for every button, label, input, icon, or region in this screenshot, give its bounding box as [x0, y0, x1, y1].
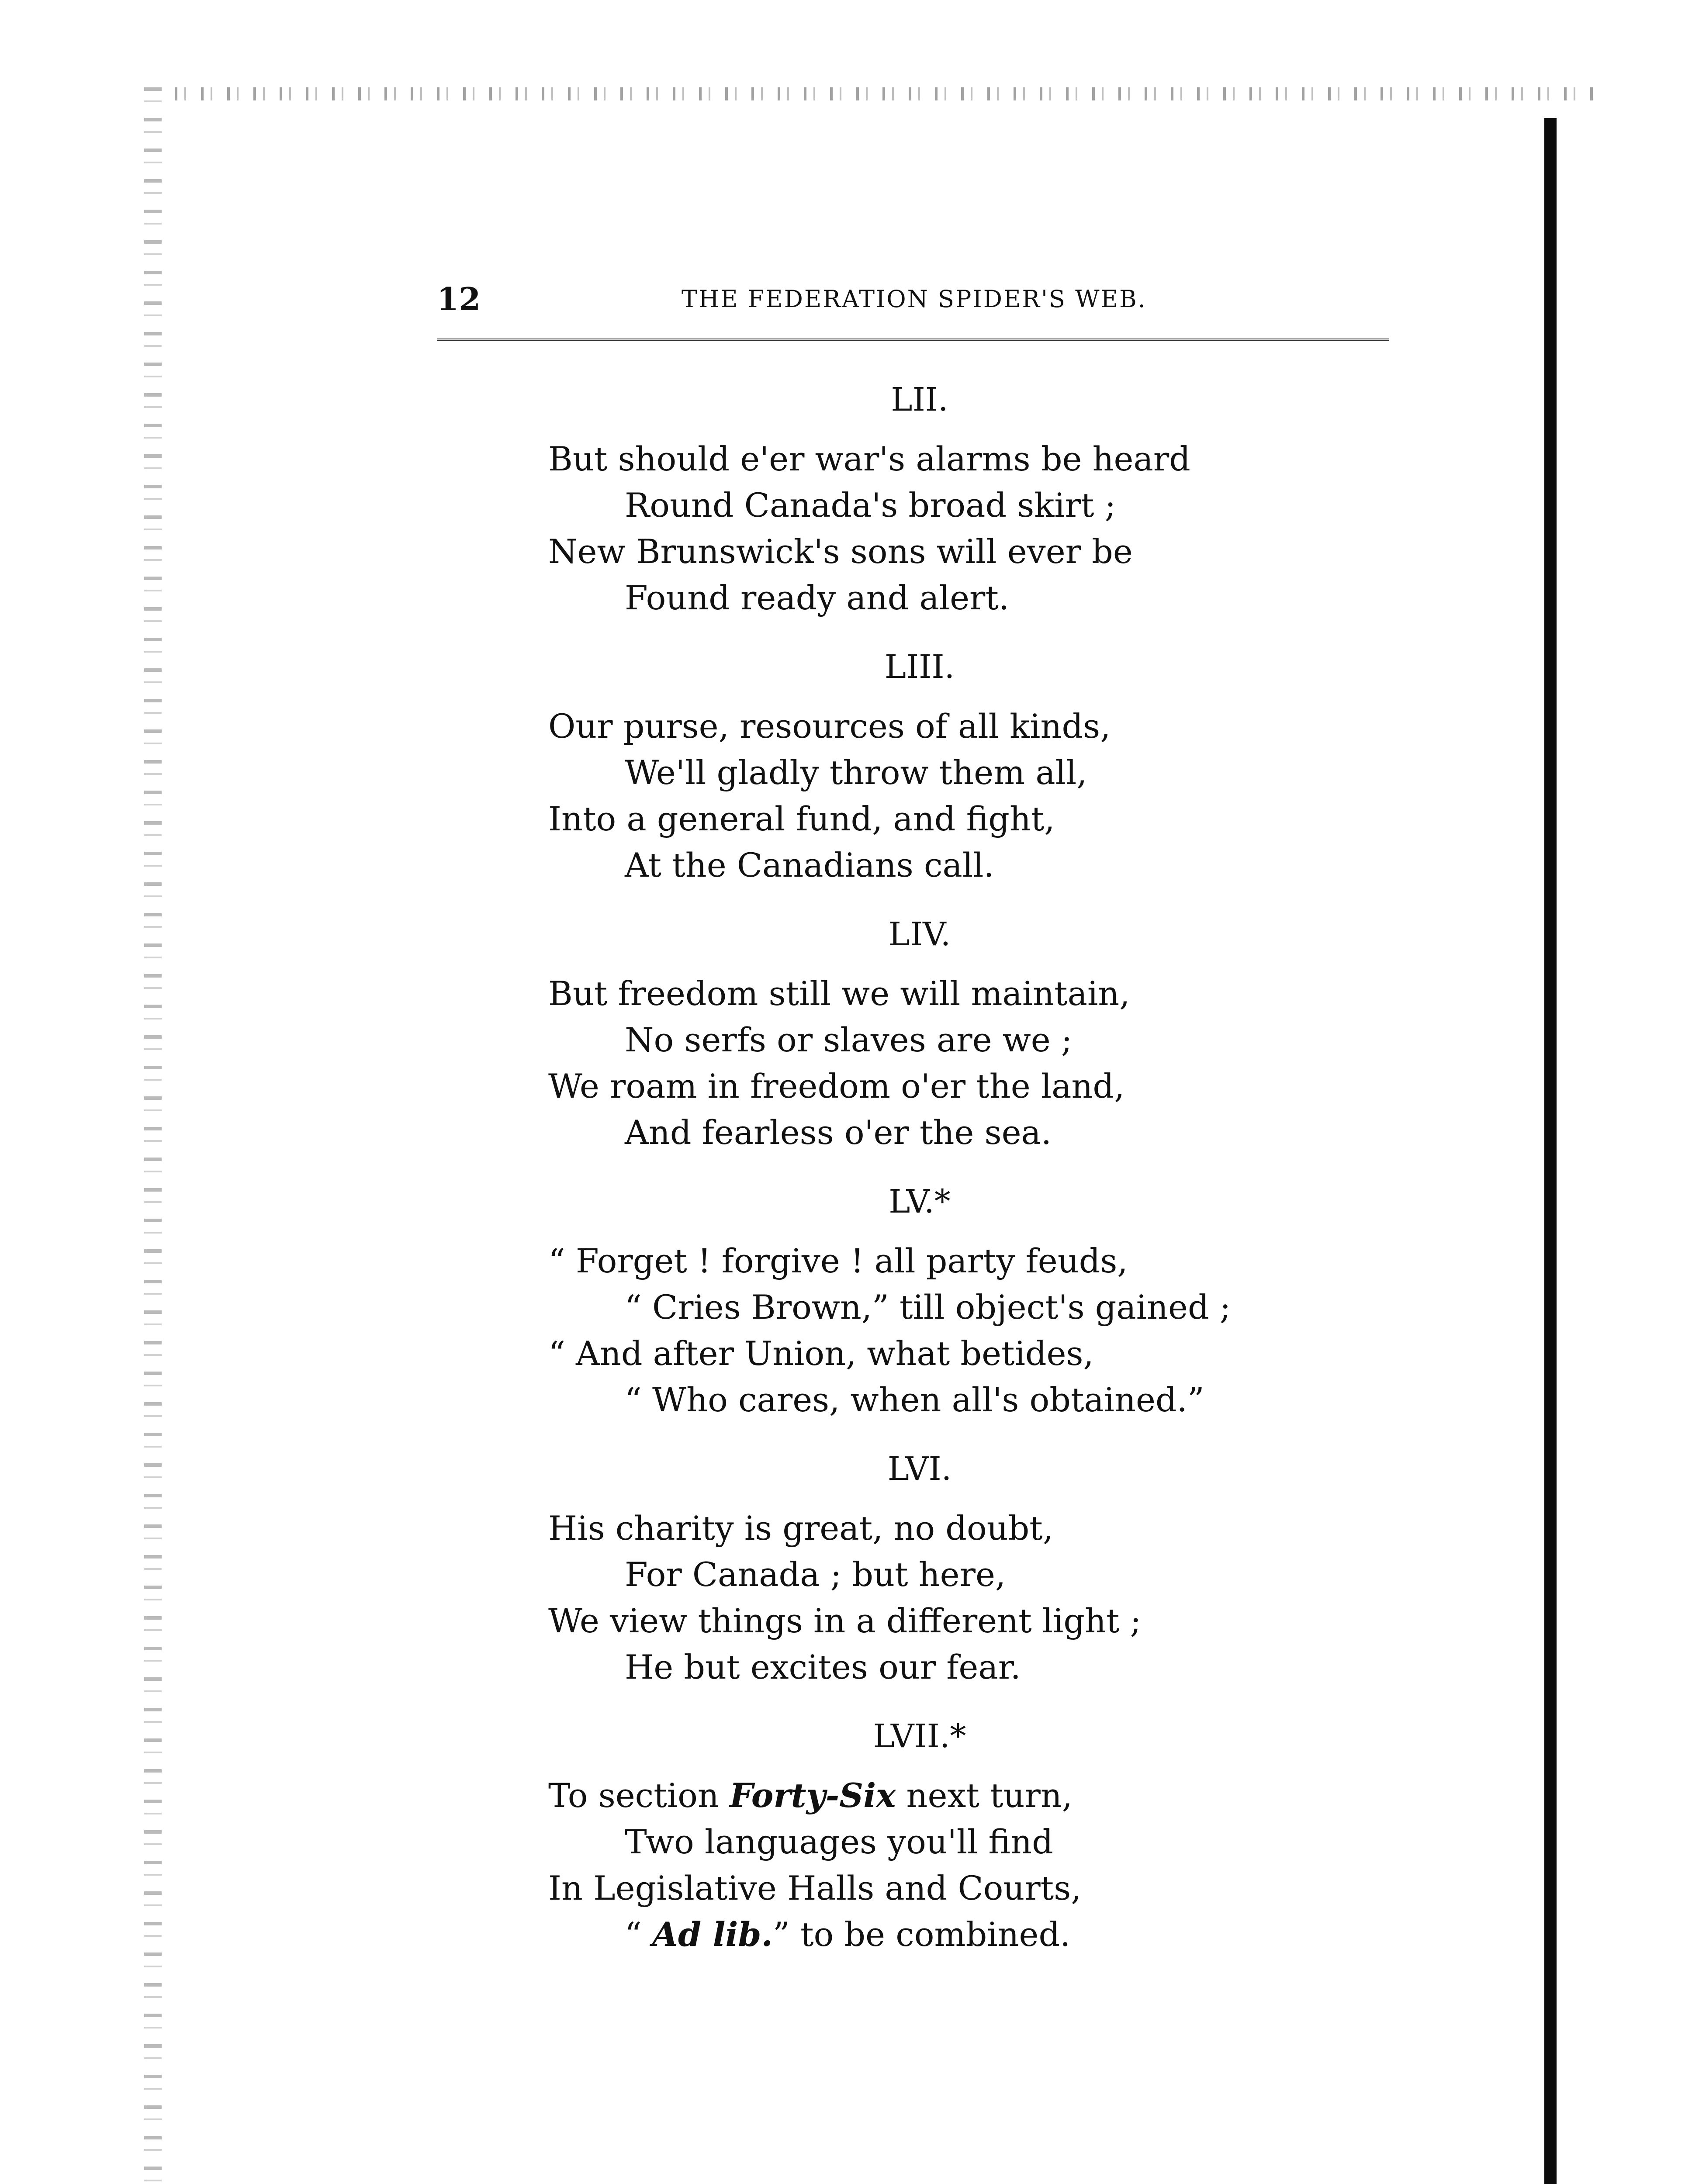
stanza-lvi [548, 1445, 1291, 1690]
verse-emphasis: Ad lib. [652, 1915, 773, 1954]
verse-line [548, 1773, 1291, 1819]
verse-line: And fearless o'er the sea. [625, 1113, 1052, 1152]
stanza-number: LIII. [884, 648, 955, 686]
verse-line: No serfs or slaves are we ; [625, 1020, 1073, 1059]
binding-spine [1544, 118, 1557, 2184]
verse-line: “ Cries Brown,” till object's gained ; [625, 1288, 1231, 1327]
stanza-liv [548, 910, 1291, 1156]
poem [548, 376, 1291, 1980]
verse-line: We'll gladly throw them all, [625, 753, 1087, 792]
verse-text: next turn, [896, 1776, 1073, 1815]
verse-line: We roam in freedom o'er the land, [548, 1067, 1125, 1106]
verse-line: He but excites our fear. [625, 1648, 1021, 1686]
stanza-liii [548, 643, 1291, 888]
page-header [437, 275, 1398, 323]
verse-line: “ Who cares, when all's obtained.” [625, 1380, 1204, 1419]
verse-line: At the Canadians call. [625, 846, 994, 885]
verse-line: But should e'er war's alarms be heard [548, 439, 1190, 478]
header-rule [437, 339, 1389, 341]
verse-line: For Canada ; but here, [625, 1555, 1006, 1594]
stanza-lvii [548, 1712, 1291, 1958]
verse-line: His charity is great, no doubt, [548, 1509, 1053, 1548]
verse-line: Into a general fund, and fight, [548, 799, 1055, 838]
verse-line: “ Forget ! forgive ! all party feuds, [548, 1241, 1128, 1280]
stanza-number: LII. [891, 381, 948, 418]
verse-text: “ [625, 1915, 653, 1954]
verse-line [548, 1911, 1291, 1958]
stanza-number: LIV. [888, 916, 951, 953]
stanza-lii [548, 376, 1291, 621]
verse-line: New Brunswick's sons will ever be [548, 532, 1133, 571]
stanza-number: LV.* [889, 1183, 951, 1220]
verse-line: But freedom still we will maintain, [548, 974, 1130, 1013]
page-number: 12 [437, 280, 481, 318]
verse-text: To section [548, 1776, 730, 1815]
verse-emphasis: Forty-Six [729, 1776, 896, 1815]
page-edge-left [144, 87, 162, 2184]
page-edge-top [175, 87, 1595, 100]
verse-line: “ And after Union, what betides, [548, 1334, 1094, 1373]
verse-line: We view things in a different light ; [548, 1601, 1142, 1640]
stanza-lv [548, 1178, 1291, 1423]
verse-line: Found ready and alert. [625, 578, 1010, 617]
verse-text: ” to be combined. [772, 1915, 1071, 1954]
verse-line: Round Canada's broad skirt ; [625, 486, 1116, 525]
verse-line: In Legislative Halls and Courts, [548, 1869, 1082, 1908]
verse-line: Our purse, resources of all kinds, [548, 707, 1111, 746]
running-title: THE FEDERATION SPIDER'S WEB. [682, 285, 1147, 313]
verse-line: Two languages you'll find [625, 1822, 1053, 1861]
stanza-number: LVI. [887, 1450, 952, 1488]
stanza-number: LVII.* [873, 1717, 966, 1755]
